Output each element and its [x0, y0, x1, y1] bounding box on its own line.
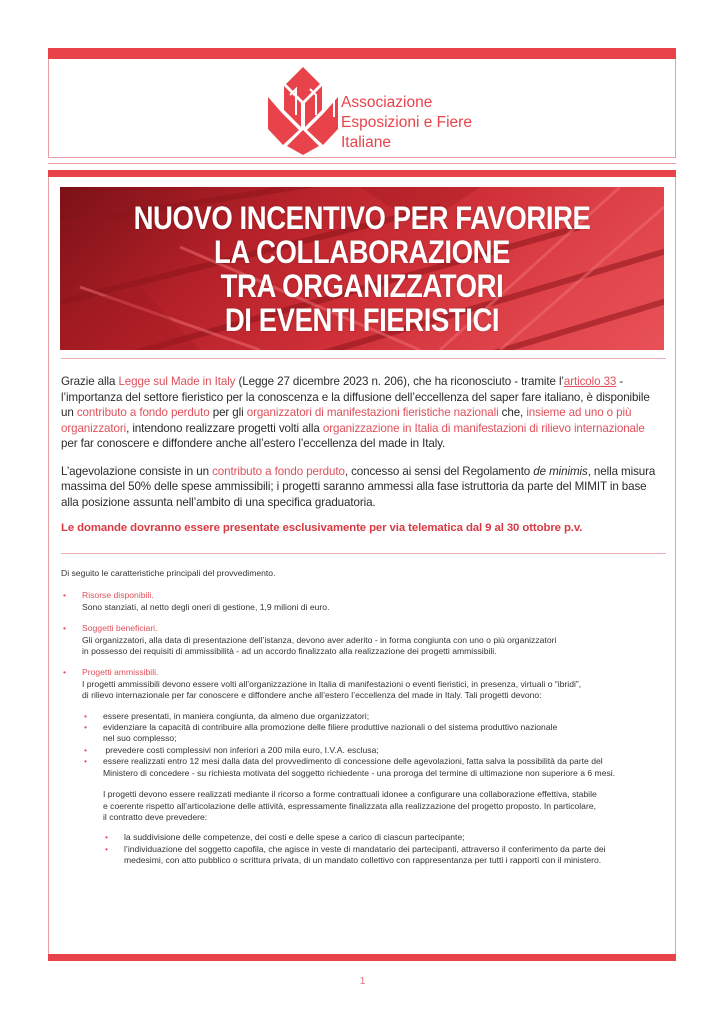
text: per gli — [209, 406, 247, 419]
bullet-icon: • — [84, 756, 88, 767]
italic-text: de minimis — [533, 464, 588, 478]
text: , nella misura — [587, 464, 656, 478]
highlight: contributo a fondo perduto — [212, 464, 345, 478]
banner-title-line: TRA ORGANIZZATORI — [220, 268, 504, 304]
section-title: Progetti ammissibili. — [82, 667, 159, 678]
section-text: I progetti ammissibili devono essere volti all’organizzazione in Italia di manifestazioni o eventi fieristici, in presenza, virtuali o “ibridi”, — [82, 678, 582, 689]
list-item — [103, 844, 666, 867]
list-item-text: Ministero di concedere - su richiesta motivata del soggetto richiedente - una proroga del termine di ultimazione non superiore a 6 mesi. — [103, 767, 616, 778]
list-item — [82, 745, 666, 756]
list-item-text: nel suo complesso; — [103, 733, 177, 744]
text: Grazie alla — [61, 375, 119, 388]
text: e coerente rispetto all’articolazione delle attività, espressamente finalizzata alla realizzazione del progetto proposto. In particolare, — [103, 800, 596, 811]
header-separator — [48, 163, 676, 164]
section-text: di rilievo internazionale per far conoscere e diffondere anche all’estero l’eccellenza del made in Italy. Tali progetti devono: — [82, 690, 542, 701]
section-text: in possesso dei requisiti di ammissibilità - ad un accordo finalizzato alla realizzazione dei progetti ammissibili. — [82, 646, 497, 657]
list-item — [82, 711, 666, 722]
divider — [61, 553, 666, 554]
banner-title-line: NUOVO INCENTIVO PER FAVORIRE — [133, 200, 591, 236]
divider — [61, 358, 666, 359]
banner-title-line: LA COLLABORAZIONE — [214, 234, 510, 270]
bullet-icon: • — [84, 744, 88, 755]
text: l’importanza del settore fieristico per la conoscenza e la diffusione dell’eccellenza del saper fare italiano, è disponibile — [61, 390, 650, 404]
bullet-icon: • — [63, 590, 67, 601]
text: che, — [498, 406, 527, 419]
highlight: contributo a fondo perduto — [76, 406, 210, 419]
legge-made-in-italy-link[interactable]: Legge sul Made in Italy — [118, 375, 236, 388]
org-name-line: Esposizioni e Fiere — [341, 114, 472, 131]
deadline-alert: Le domande dovranno essere presentate esclusivamente per via telematica dal 9 al 30 ottobre p.v. — [61, 522, 583, 534]
text: L’agevolazione consiste in un — [61, 464, 213, 478]
text: un — [61, 406, 77, 419]
section-title: Risorse disponibili. — [82, 590, 154, 601]
header-top-bar — [48, 48, 676, 59]
contract-paragraph — [82, 789, 666, 823]
list-item — [82, 756, 666, 779]
banner-title-line: DI EVENTI FIERISTICI — [224, 302, 500, 338]
text: I progetti devono essere realizzati mediante il ricorso a forme contrattuali idonee a configurare una collaborazione effettiva, stabile — [103, 789, 597, 800]
org-name-line: Associazione — [341, 94, 433, 111]
section-soggetti — [61, 623, 666, 657]
highlight: insieme ad uno o più — [526, 406, 632, 419]
section-text: Sono stanziati, al netto degli oneri di gestione, 1,9 milioni di euro. — [82, 601, 330, 612]
bullet-icon: • — [105, 843, 109, 854]
bullet-icon: • — [105, 832, 109, 843]
section-title: Soggetti beneficiari. — [82, 623, 158, 634]
contract-items-list — [82, 832, 666, 866]
org-name-line: Italiane — [341, 134, 391, 151]
text: , intendono realizzare progetti volti alla — [126, 421, 323, 435]
list-item-text: essere presentati, in maniera congiunta, da almeno due organizzatori; — [103, 710, 370, 721]
bullet-icon: • — [63, 623, 67, 634]
list-item — [82, 722, 666, 745]
list-item — [103, 832, 666, 843]
page-number: 1 — [359, 976, 366, 987]
content-bottom-bar — [48, 954, 676, 961]
list-item-text: evidenziare la capacità di contribuire alla promozione delle filiere produttive nazionali o del sistema produttivo nazionale — [103, 722, 558, 733]
list-item-text: l’individuazione del soggetto capofila, che agisce in veste di mandatario dei partecipanti, attraverso il conferimento da parte dei — [124, 843, 606, 854]
list-item-text: prevedere costi complessivi non inferiori a 200 mila euro, I.V.A. esclusa; — [103, 744, 379, 755]
intro-paragraph-2 — [61, 464, 666, 511]
list-item-text: la suddivisione delle competenze, dei costi e delle spese a carico di ciascun partecipante; — [124, 832, 465, 843]
details-intro: Di seguito le caratteristiche principali del provvedimento. — [61, 568, 276, 578]
intro-paragraph-1 — [61, 374, 666, 452]
banner-title — [102, 201, 621, 337]
text: il contratto deve prevedere: — [103, 811, 208, 822]
articolo-33-link[interactable]: articolo 33 — [563, 375, 617, 388]
text: per far conoscere e diffondere anche all’estero l’eccellenza del made in Italy. — [61, 437, 446, 450]
text: , concesso ai sensi del Regolamento — [344, 464, 534, 478]
content-top-bar — [48, 170, 676, 177]
title-banner — [60, 187, 664, 350]
text: alla posizione assunta nell’ambito di una specifica graduatoria. — [61, 495, 376, 509]
text: massima del 50% delle spese ammissibili; i progetti saranno ammessi alla fase istruttoria da parte del MIMIT in base — [61, 480, 647, 493]
bullet-icon: • — [84, 722, 88, 733]
list-item-text: medesimi, con atto pubblico o scrittura privata, di un mandato collettivo con rappresentanza per tutti i rapporti con il ministero. — [124, 855, 602, 866]
text: (Legge 27 dicembre 2023 n. 206), che ha riconosciuto - tramite l’ — [235, 375, 564, 388]
main-content — [61, 358, 666, 867]
bullet-icon: • — [84, 710, 88, 721]
bullet-icon: • — [63, 667, 67, 678]
section-progetti — [61, 667, 666, 866]
org-name — [341, 93, 472, 153]
highlight: organizzazione in Italia di manifestazioni di rilievo internazionale — [322, 421, 645, 435]
highlight: organizzatori — [61, 421, 127, 435]
text: - — [616, 375, 624, 388]
highlight: organizzatori di manifestazioni fieristiche nazionali — [246, 406, 499, 419]
aefi-diamond-logo-icon — [268, 67, 338, 155]
section-text: Gli organizzatori, alla data di presentazione dell’istanza, devono aver aderito - in forma congiunta con uno o più organizzatori — [82, 634, 557, 645]
list-item-text: essere realizzati entro 12 mesi dalla data del provvedimento di concessione delle agevolazioni, fatta salva la possibilità da parte del — [103, 756, 603, 767]
requirements-list — [82, 711, 666, 779]
section-risorse — [61, 590, 666, 613]
